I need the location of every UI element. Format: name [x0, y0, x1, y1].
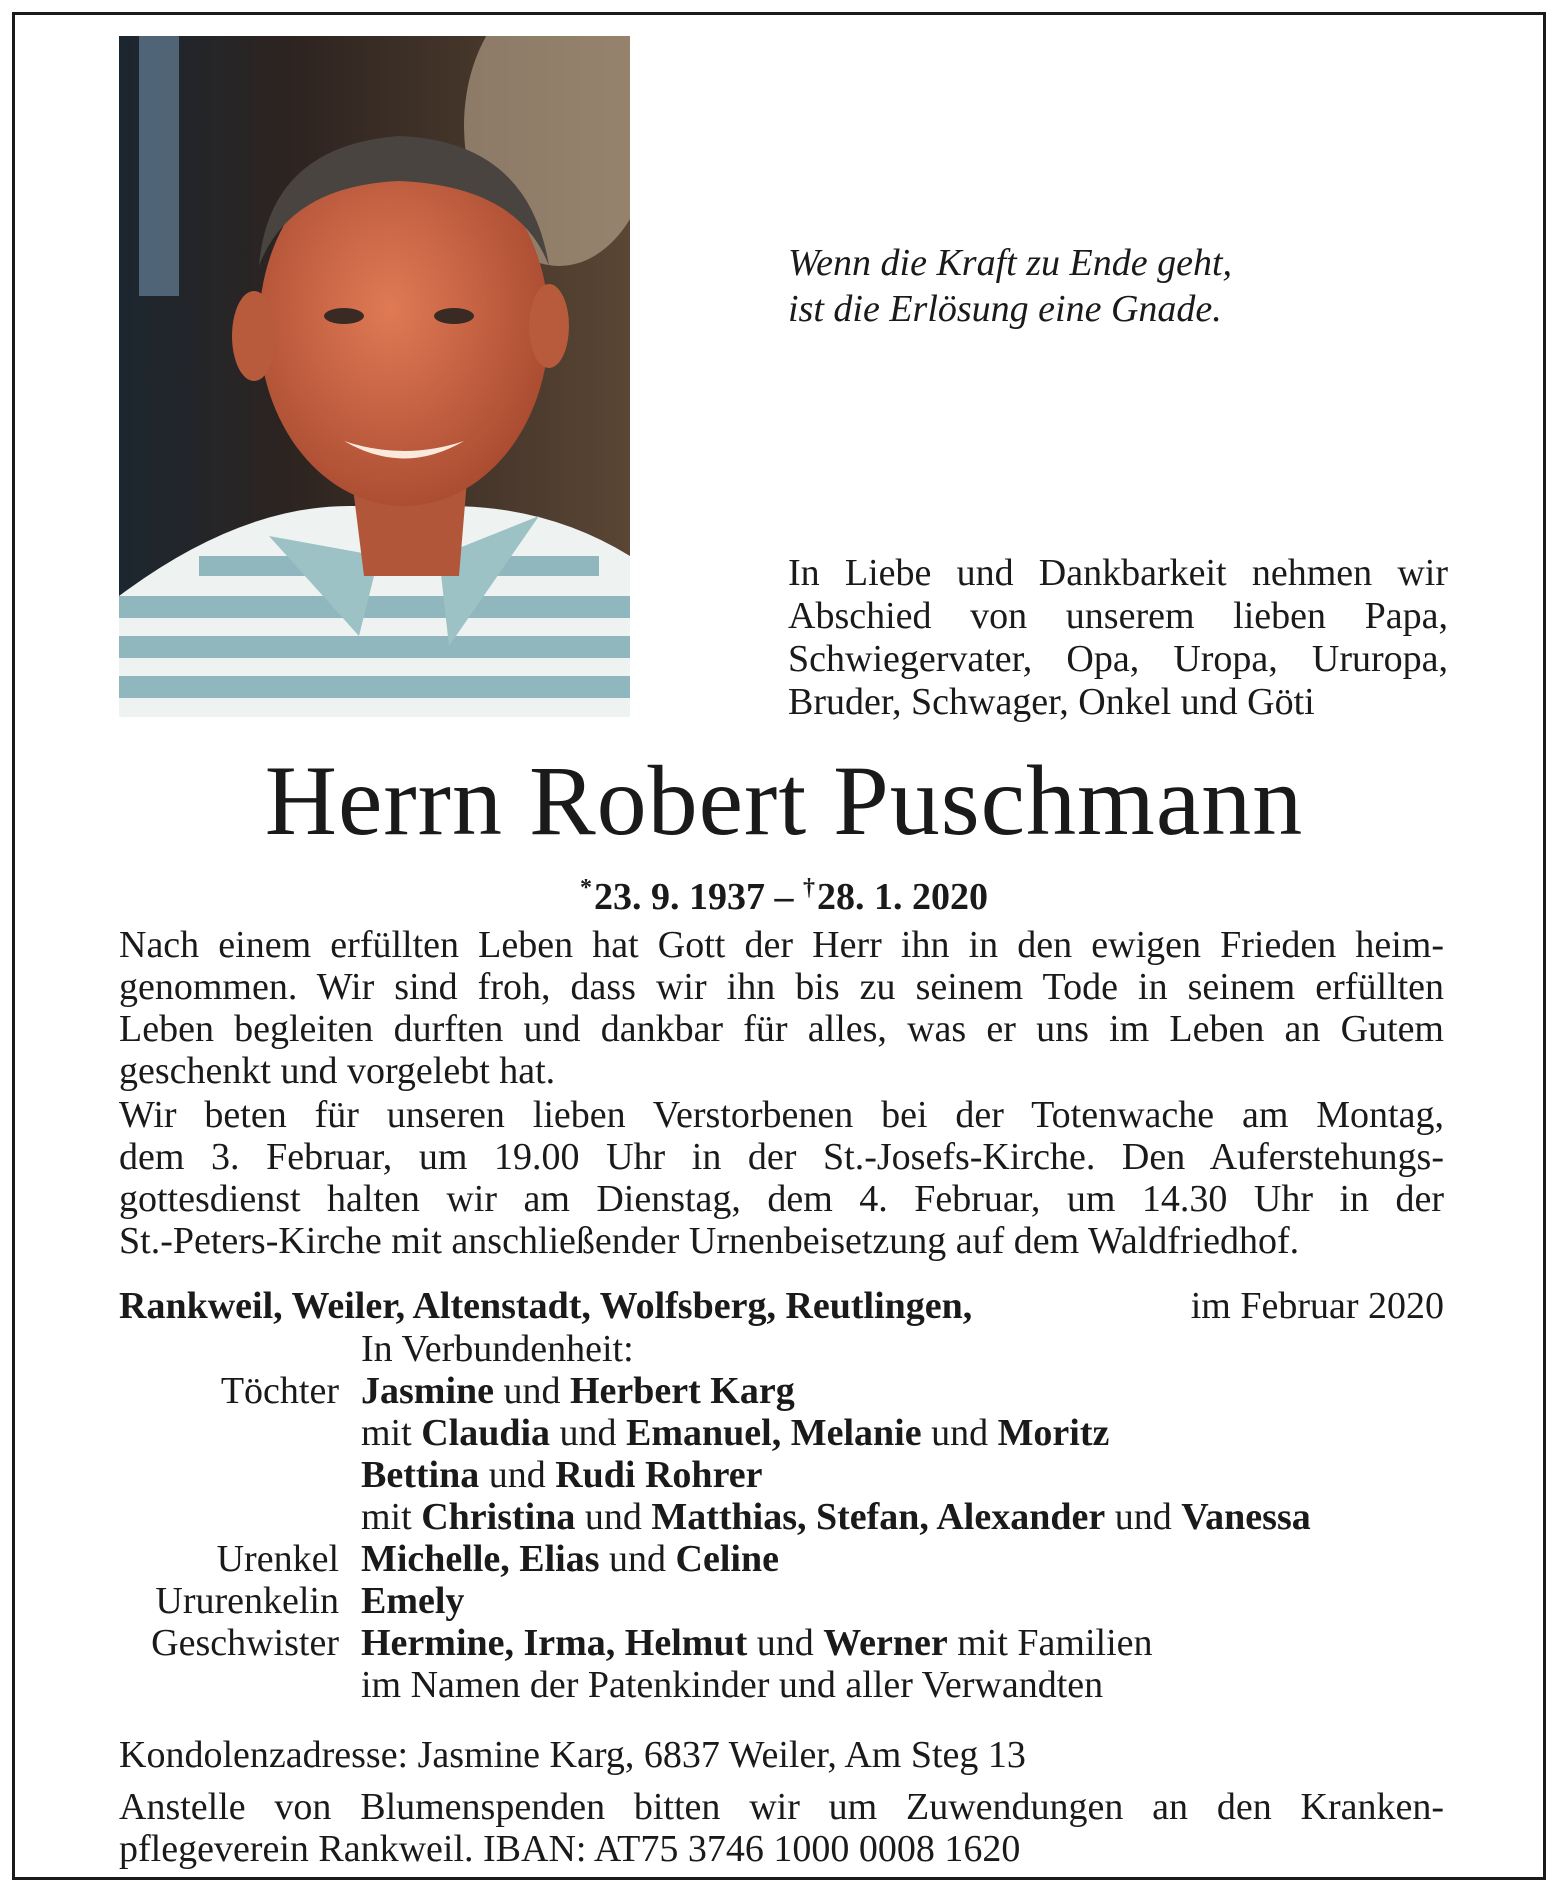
family-row	[119, 1664, 1539, 1706]
conjunction: und	[503, 1370, 561, 1412]
paragraph-line: Leben begleiten durften und dankbar für alles, was er uns im Leben an Gutem	[119, 1008, 1444, 1050]
conjunction: und	[609, 1538, 667, 1580]
family-list	[119, 1328, 1539, 1706]
conjunction: mit	[361, 1412, 412, 1454]
conjunction: und	[1114, 1496, 1172, 1538]
family-row	[119, 1580, 1539, 1622]
places-and-date	[119, 1284, 1444, 1328]
family-name: Rudi Rohrer	[555, 1454, 763, 1496]
family-name: Emanuel, Melanie	[626, 1412, 922, 1454]
family-name: Bettina	[361, 1454, 480, 1496]
family-name: Moritz	[997, 1412, 1110, 1454]
family-name: Michelle, Elias	[361, 1538, 600, 1580]
family-row	[119, 1454, 1539, 1496]
conjunction: und	[584, 1496, 642, 1538]
intro-line: Bruder, Schwager, Onkel und Göti	[788, 681, 1315, 723]
date-separator: –	[774, 876, 794, 918]
deceased-name: Herrn Robert Puschmann	[264, 745, 1304, 856]
death-symbol: †	[803, 875, 815, 901]
label-great-grandchildren: Urenkel	[216, 1538, 339, 1580]
paragraph-line: Wir beten für unseren lieben Verstorbenen bei der Totenwache am Montag,	[119, 1094, 1444, 1136]
intro-line: Abschied von unserem lieben Papa,	[788, 595, 1448, 637]
places-towns: Rankweil, Weiler, Altenstadt, Wolfsberg, Reutlingen,	[119, 1285, 973, 1327]
family-heading: In Verbundenheit:	[361, 1328, 634, 1370]
paragraph-line: St.-Peters-Kirche mit anschließender Urnenbeisetzung auf dem Waldfriedhof.	[119, 1220, 1300, 1262]
conjunction: und	[559, 1412, 617, 1454]
intro-line: Schwiegervater, Opa, Uropa, Ururopa,	[788, 638, 1448, 680]
life-dates	[0, 866, 1568, 919]
quote-line-1: Wenn die Kraft zu Ende geht,	[788, 242, 1232, 284]
donation-line: pflegeverein Rankweil. IBAN: AT75 3746 1000 0008 1620	[119, 1828, 1021, 1870]
birth-symbol: *	[580, 875, 592, 901]
family-row	[119, 1370, 1539, 1412]
paragraph-line: gottesdienst halten wir am Dienstag, dem 4. Februar, um 14.30 Uhr in der	[119, 1178, 1444, 1220]
condolence-address: Kondolenzadresse: Jasmine Karg, 6837 Weiler, Am Steg 13	[119, 1734, 1026, 1776]
family-row	[119, 1622, 1539, 1664]
family-name: Christina	[421, 1496, 576, 1538]
family-closing: im Namen der Patenkinder und aller Verwandten	[361, 1664, 1104, 1706]
siblings-suffix: mit Familien	[957, 1622, 1153, 1664]
places-date: im Februar 2020	[1190, 1285, 1444, 1327]
label-siblings: Geschwister	[151, 1622, 339, 1664]
family-name: Herbert Karg	[570, 1370, 795, 1412]
quote	[788, 240, 1232, 332]
family-name: Vanessa	[1181, 1496, 1311, 1538]
paragraph-line: dem 3. Februar, um 19.00 Uhr in der St.-Josefs-Kirche. Den Auferstehungs-	[119, 1136, 1444, 1178]
death-date: 28. 1. 2020	[817, 876, 988, 918]
family-name: Matthias, Stefan, Alexander	[651, 1496, 1106, 1538]
birth-date: 23. 9. 1937	[594, 876, 765, 918]
paragraph-services	[119, 1094, 1444, 1262]
donation-line: Anstelle von Blumenspenden bitten wir um Zuwendungen an den Kranken-	[119, 1786, 1444, 1828]
family-row	[119, 1538, 1539, 1580]
conjunction: mit	[361, 1496, 412, 1538]
donation-note	[119, 1786, 1444, 1870]
label-daughters: Töchter	[220, 1370, 339, 1412]
family-name: Werner	[823, 1622, 948, 1664]
paragraph-line: geschenkt und vorgelebt hat.	[119, 1050, 556, 1092]
portrait-photo	[119, 36, 630, 717]
family-name: Emely	[361, 1580, 465, 1622]
family-name: Hermine, Irma, Helmut	[361, 1622, 748, 1664]
family-row	[119, 1496, 1539, 1538]
conjunction: und	[931, 1412, 989, 1454]
label-great-great-granddaughter: Ururenkelin	[155, 1580, 339, 1622]
quote-line-2: ist die Erlösung eine Gnade.	[788, 288, 1222, 330]
conjunction: und	[756, 1622, 814, 1664]
intro-line: In Liebe und Dankbarkeit nehmen wir	[788, 552, 1448, 594]
family-name: Jasmine	[361, 1370, 494, 1412]
paragraph-line: Nach einem erfüllten Leben hat Gott der Herr ihn in den ewigen Frieden heim-	[119, 924, 1444, 966]
paragraph-life	[119, 924, 1444, 1092]
intro-text	[788, 552, 1448, 724]
conjunction: und	[488, 1454, 546, 1496]
family-name: Celine	[675, 1538, 779, 1580]
paragraph-line: genommen. Wir sind froh, dass wir ihn bis zu seinem Tode in seinem erfüllten	[119, 966, 1444, 1008]
family-name: Claudia	[421, 1412, 551, 1454]
family-row	[119, 1412, 1539, 1454]
family-row	[119, 1328, 1539, 1370]
